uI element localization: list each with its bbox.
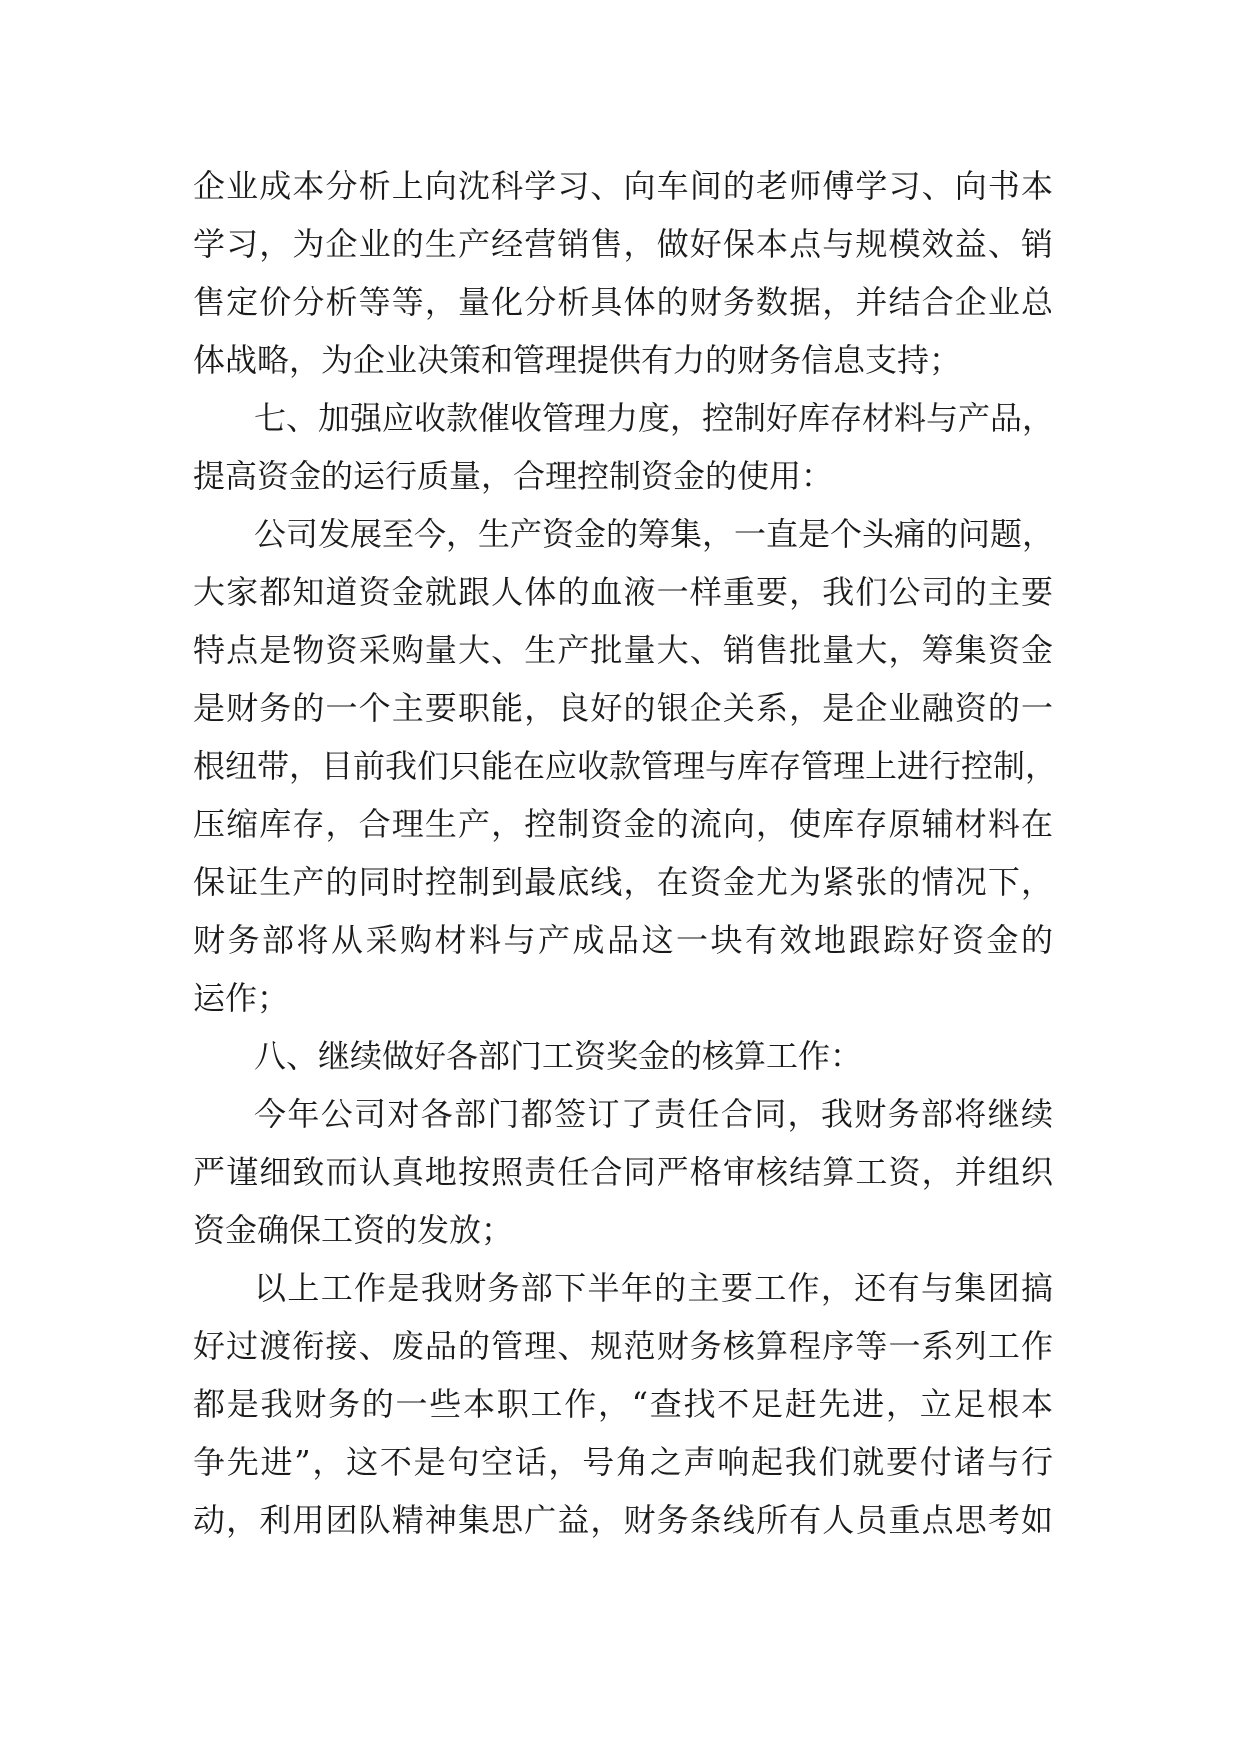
text-line: 都是我财务的一些本职工作，“查找不足赶先进，立足根本 [193,1385,1053,1423]
text-line: 特点是物资采购量大、生产批量大、销售批量大，筹集资金 [193,631,1053,669]
paragraph-start: 今年公司对各部门都签订了责任合同，我财务部将继续 [254,1095,1053,1133]
text-line: 根纽带，目前我们只能在应收款管理与库存管理上进行控制， [193,747,1058,785]
text-line: 提高资金的运行质量，合理控制资金的使用： [193,457,834,495]
paragraph-start: 以上工作是我财务部下半年的主要工作，还有与集团搞 [254,1269,1053,1307]
section-heading-7: 七、加强应收款催收管理力度，控制好库存材料与产品， [254,399,1055,437]
text-line: 压缩库存，合理生产，控制资金的流向，使库存原辅材料在 [193,805,1053,843]
text-line: 资金确保工资的发放； [193,1211,514,1249]
text-line: 保证生产的同时控制到最底线，在资金尤为紧张的情况下， [193,863,1053,901]
text-line: 动，利用团队精神集思广益，财务条线所有人员重点思考如 [193,1501,1053,1539]
text-line: 财务部将从采购材料与产成品这一块有效地跟踪好资金的 [193,921,1053,959]
text-line: 运作； [193,979,290,1017]
text-line: 售定价分析等等，量化分析具体的财务数据，并结合企业总 [193,283,1053,321]
text-line: 企业成本分析上向沈科学习、向车间的老师傅学习、向书本 [193,167,1053,205]
section-heading-8: 八、继续做好各部门工资奖金的核算工作： [254,1037,863,1075]
text-line: 严谨细致而认真地按照责任合同严格审核结算工资，并组织 [193,1153,1053,1191]
text-line: 好过渡衔接、废品的管理、规范财务核算程序等一系列工作 [193,1327,1053,1365]
text-line: 争先进”，这不是句空话，号角之声响起我们就要付诸与行 [193,1443,1053,1481]
text-line: 体战略，为企业决策和管理提供有力的财务信息支持； [193,341,962,379]
text-line: 是财务的一个主要职能，良好的银企关系，是企业融资的一 [193,689,1053,727]
text-line: 大家都知道资金就跟人体的血液一样重要，我们公司的主要 [193,573,1053,611]
paragraph-start: 公司发展至今，生产资金的筹集，一直是个头痛的问题， [254,515,1055,553]
text-line: 学习，为企业的生产经营销售，做好保本点与规模效益、销 [193,225,1053,263]
